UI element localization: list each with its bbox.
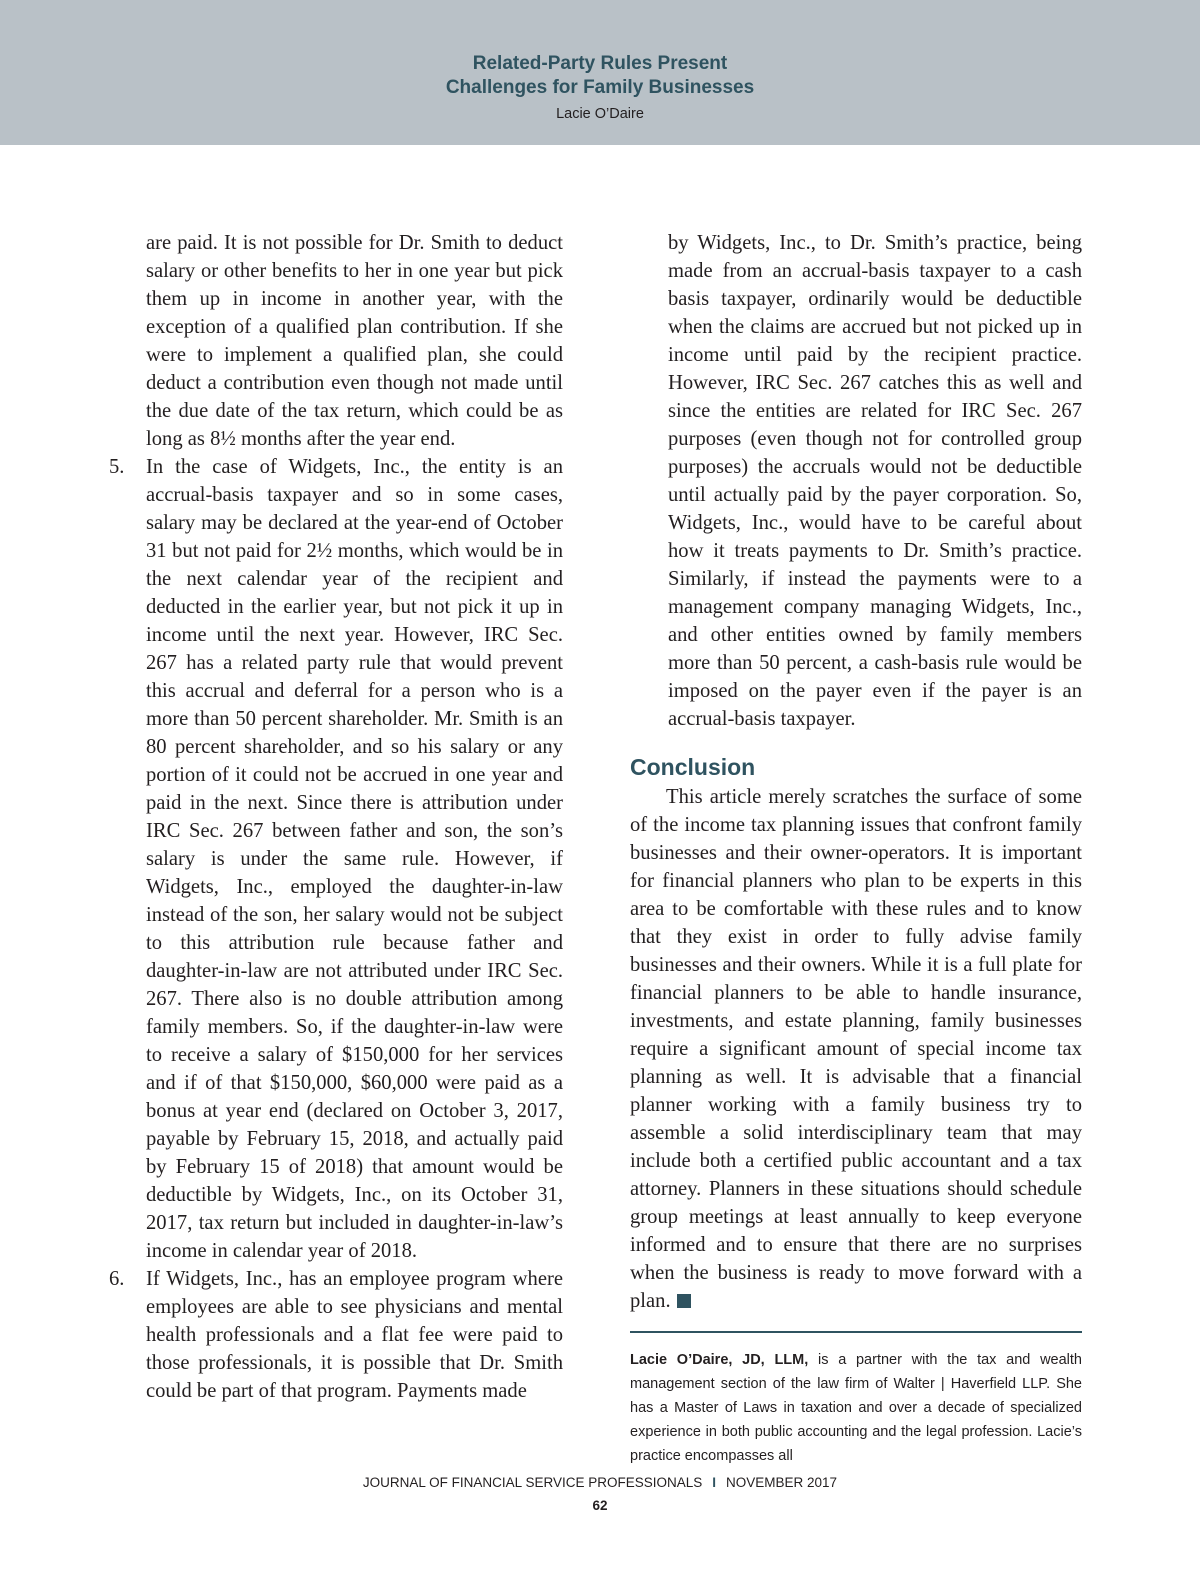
list-item bbox=[106, 1265, 563, 1405]
continuation-paragraph: by Widgets, Inc., to Dr. Smith’s practice, being made from an accrual-basis taxpayer to a cash basis taxpayer, ordinarily would be deductible when the claims are accrued but not picked up in income until paid by the recipient practice. However, IRC Sec. 267 catches this as well and since the entities are related for IRC Sec. 267 purposes (even though not for controlled group purposes) the accruals would not be deductible until actually paid by the payer corporation. So, Widgets, Inc., would have to be careful about how it treats payments to Dr. Smith’s practice. Similarly, if instead the payments were to a management company managing Widgets, Inc., and other entities owned by family members more than 50 percent, a cash-basis rule would be imposed on the payer even if the payer is an accrual-basis taxpayer. bbox=[668, 232, 1082, 730]
section-heading-conclusion: Conclusion bbox=[630, 754, 756, 780]
list-item bbox=[106, 453, 563, 1265]
left-column bbox=[106, 229, 563, 1405]
article-author: Lacie O’Daire bbox=[556, 106, 644, 122]
page-header bbox=[0, 0, 1200, 145]
page-number: 62 bbox=[592, 1498, 608, 1513]
author-bio bbox=[630, 1348, 1082, 1468]
right-column bbox=[630, 229, 1082, 1468]
footer-separator: I bbox=[712, 1475, 717, 1490]
list-item-text: If Widgets, Inc., has an employee program where employees are able to see physicians and mental health professionals and a flat fee were paid to those professionals, it is possible that Dr. Smith could be part of that program. Payments made bbox=[146, 1268, 563, 1402]
list-item-number: 6. bbox=[109, 1268, 125, 1290]
author-bio-text: is a partner with the tax and wealth management section of the law firm of Walter | Haverfield LLP. She has a Master of Laws in taxation and over a decade of specialized experience in both public accounting and the legal profession. Lacie’s practice encompasses all bbox=[630, 1352, 1082, 1464]
list-item-number: 5. bbox=[109, 456, 125, 478]
continuation-paragraph: are paid. It is not possible for Dr. Smith to deduct salary or other benefits to her in one year but pick them up in income in another year, with the exception of a qualified plan contribution. If she were to implement a qualified plan, she could deduct a contribution even though not made until the due date of the tax return, which could be as long as 8½ months after the year end. bbox=[146, 232, 563, 450]
journal-name: JOURNAL OF FINANCIAL SERVICE PROFESSIONALS bbox=[362, 1475, 703, 1490]
list-item-text: In the case of Widgets, Inc., the entity is an accrual-basis taxpayer and so in some cases, salary may be declared at the year-end of October 31 but not paid for 2½ months, which would be in the next calendar year of the recipient and deducted in the earlier year, but not pick it up in income until the next year. However, IRC Sec. 267 has a related party rule that would prevent this accrual and deferral for a person who is a more than 50 percent shareholder. Mr. Smith is an 80 percent shareholder, and so his salary or any portion of it could not be accrued in one year and paid in the next. Since there is attribution under IRC Sec. 267 between father and son, the son’s salary is under the same rule. However, if Widgets, Inc., employed the daughter-in-law instead of the son, her salary would not be subject to this attribution rule because father and daughter-in-law are not attributed under IRC Sec. 267. There also is no double attribution among family members. So, if the daughter-in-law were to receive a salary of $150,000 for her services and if of that $150,000, $60,000 were paid as a bonus at year end (declared on October 3, 2017, payable by February 15, 2018, and actually paid by February 15 of 2018) that amount would be deductible by Widgets, Inc., on its October 31, 2017, tax return but included in daughter-in-law’s income in calendar year of 2018. bbox=[146, 456, 563, 1262]
footer-line bbox=[0, 1475, 1200, 1490]
conclusion-paragraph bbox=[630, 783, 1082, 1315]
article-title-line-1: Related-Party Rules Present bbox=[472, 53, 728, 74]
end-of-article-square-icon bbox=[677, 1294, 691, 1308]
divider bbox=[630, 1331, 1082, 1333]
article-title-line-2: Challenges for Family Businesses bbox=[445, 77, 755, 98]
conclusion-text: This article merely scratches the surface of some of the income tax planning issues that confront family businesses and their owner-operators. It is important for financial planners who plan to be experts in this area to be comfortable with these rules and to know that they exist in order to fully advise family businesses and their owners. While it is a full plate for financial planners to be able to handle insurance, investments, and estate planning, family businesses require a significant amount of special income tax planning as well. It is advisable that a financial planner working with a family business try to assemble a solid interdisciplinary team that may include both a certified public accountant and a tax attorney. Planners in these situations should schedule group meetings at least annually to keep everyone informed and to ensure that there are no surprises when the business is ready to move forward with a plan. bbox=[630, 786, 1082, 1312]
issue-date: NOVEMBER 2017 bbox=[726, 1475, 838, 1490]
page-footer bbox=[0, 1475, 1200, 1513]
author-bio-name: Lacie O’Daire, JD, LLM, bbox=[630, 1352, 809, 1368]
